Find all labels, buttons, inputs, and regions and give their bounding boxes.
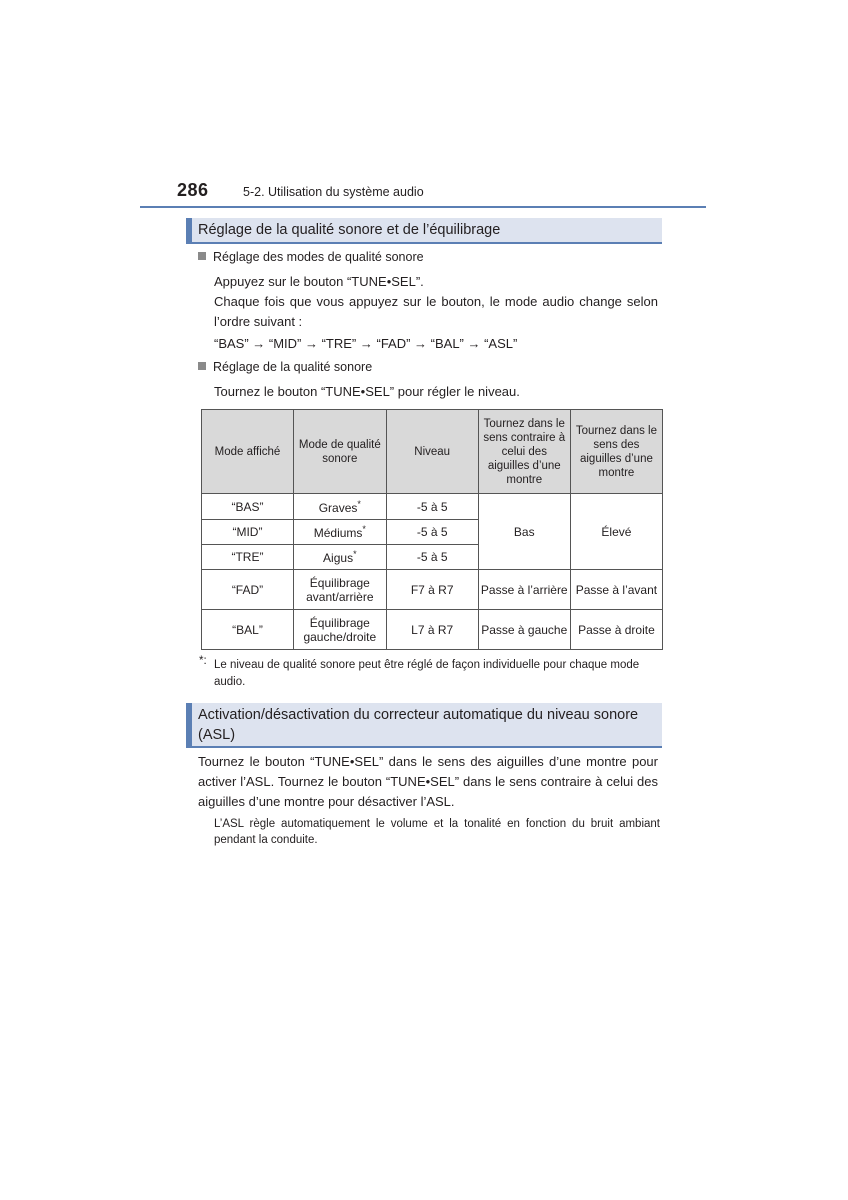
cell-mode: “BAL” [202,610,294,650]
cell-quality [293,545,386,570]
footnote-text: Le niveau de qualité sonore peut être réglé de façon individuelle pour chaque mode audio. [214,659,640,688]
subheading-modes [198,250,424,264]
header-rule [140,206,706,208]
cell-cw-merged: Élevé [570,494,662,570]
square-bullet-icon [198,252,206,260]
cell-mode: “BAS” [202,494,294,520]
paragraph-mode-change: Chaque fois que vous appuyez sur le bouton, le mode audio change selon l’ordre suivant : [214,294,658,329]
cell-quality: Équilibrage avant/arrière [293,570,386,610]
footnote-star: * [353,549,357,559]
mode-sequence: “BAS” → “MID” → “TRE” → “FAD” → “BAL” → “ASL” [214,336,518,351]
quality-label: Graves [318,500,358,515]
header-mode: Mode affiché [202,410,294,494]
footnote-star: * [362,524,366,534]
cell-cw: Passe à l’avant [570,570,662,610]
cell-cw: Passe à droite [570,610,662,650]
header-cw: Tournez dans le sens des aiguilles d’une montre [570,410,662,494]
section-heading-sound-quality: Réglage de la qualité sonore et de l’équilibrage [186,218,662,244]
header-ccw: Tournez dans le sens contraire à celui des aiguilles d’une montre [478,410,570,494]
cell-ccw: Passe à gauche [478,610,570,650]
cell-mode: “TRE” [202,545,294,570]
sound-settings-table [201,409,663,650]
cell-mode: “MID” [202,520,294,545]
page-number: 286 [177,180,209,200]
table-row [202,610,663,650]
cell-quality: Équilibrage gauche/droite [293,610,386,650]
cell-level: -5 à 5 [386,545,478,570]
paragraph-turn-button: Tournez le bouton “TUNE•SEL” pour régler le niveau. [214,384,520,399]
header-quality: Mode de qualité sonore [293,410,386,494]
subheading-quality-label: Réglage de la qualité sonore [213,360,373,374]
cell-ccw-merged: Bas [478,494,570,570]
footnote-star: * [357,498,361,509]
cell-mode: “FAD” [202,570,294,610]
section-heading-asl: Activation/désactivation du correcteur automatique du niveau sonore (ASL) [186,703,662,748]
cell-level: L7 à R7 [386,610,478,650]
subheading-quality [198,360,372,374]
asl-note: L’ASL règle automatiquement le volume et la tonalité en fonction du bruit ambiant pendant la conduite. [214,818,660,846]
footnote-mark: *: [199,655,207,667]
quality-label: Aigus [323,551,354,565]
table-row [202,494,663,520]
cell-ccw: Passe à l’arrière [478,570,570,610]
chapter-title: 5-2. Utilisation du système audio [243,185,424,199]
cell-level: -5 à 5 [386,494,478,520]
table-header-row [202,410,663,494]
header-level: Niveau [386,410,478,494]
paragraph-press-button: Appuyez sur le bouton “TUNE•SEL”. [214,274,424,289]
table-row [202,570,663,610]
subheading-modes-label: Réglage des modes de qualité sonore [213,250,424,264]
quality-label: Médiums [313,526,363,540]
square-bullet-icon [198,362,206,370]
cell-level: -5 à 5 [386,520,478,545]
cell-quality [293,520,386,545]
cell-quality [293,494,386,520]
cell-level: F7 à R7 [386,570,478,610]
paragraph-asl: Tournez le bouton “TUNE•SEL” dans le sens des aiguilles d’une montre pour activer l’ASL. Tournez le bouton “TUNE•SEL” dans le sens contraire à celui des aiguilles d’une montre pour désactiver l’ASL. [198,754,658,809]
